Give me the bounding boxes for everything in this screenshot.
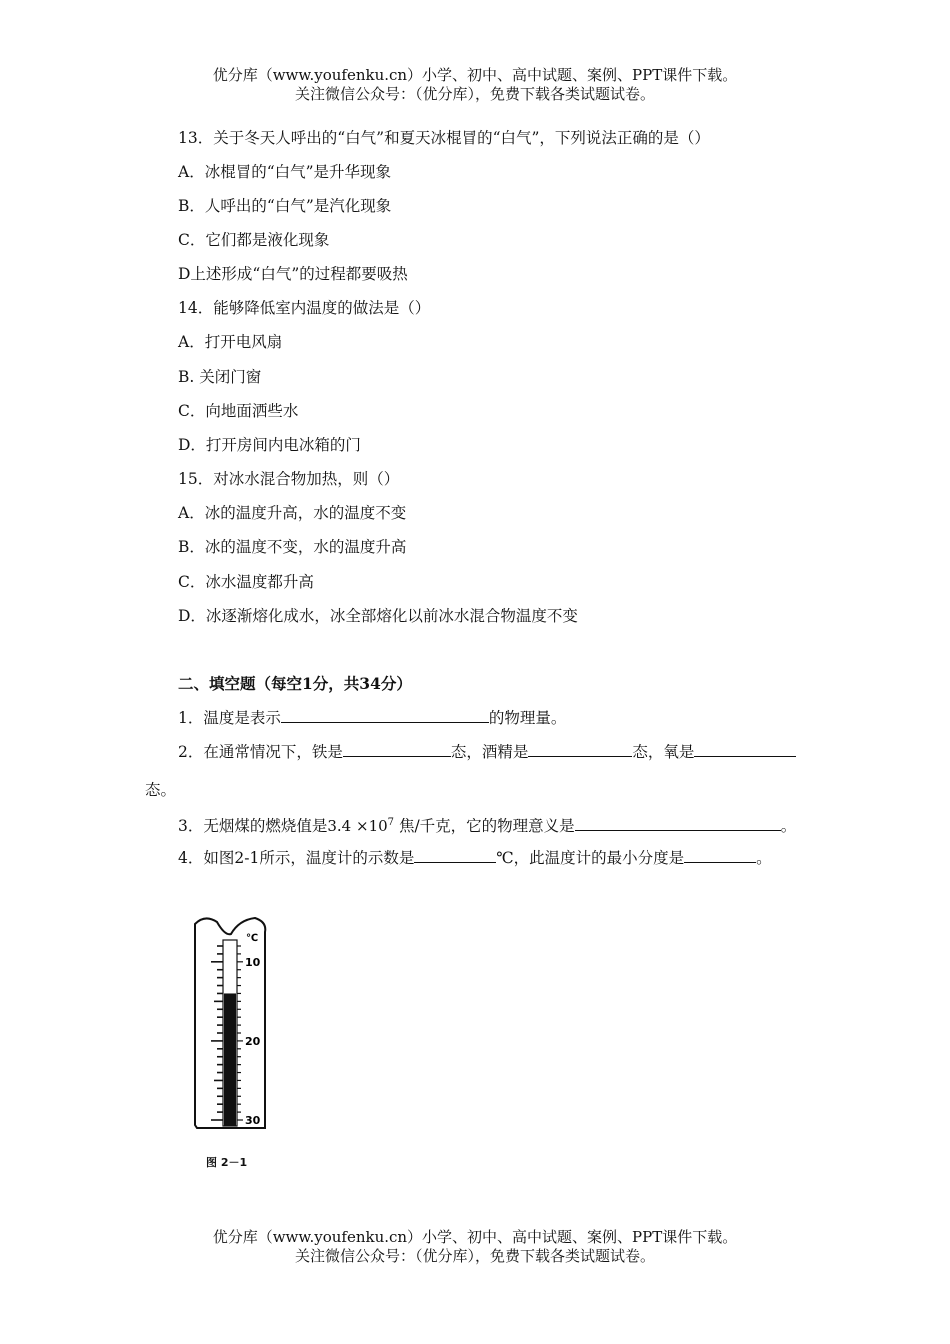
fill-q2-blank-1[interactable] [343, 742, 451, 757]
fill-q2-mid1: 态，酒精是 [450, 743, 529, 761]
thermometer-unit-label: ℃ [246, 933, 259, 944]
footer-line-2: 关注微信公众号：（优分库），免费下载各类试题试卷。 [294, 1247, 655, 1265]
question-14-option-c: C．向地面洒些水 [178, 402, 299, 420]
question-14-stem: 14．能够降低室内温度的做法是（） [178, 299, 431, 317]
fill-question-2 [178, 742, 796, 762]
question-15-option-b: B．冰的温度不变，水的温度升高 [178, 538, 407, 556]
fill-q1-pre: 1．温度是表示 [178, 709, 281, 727]
question-14-option-b: B. 关闭门窗 [178, 368, 262, 386]
fill-q2-pre: 2．在通常情况下，铁是 [178, 743, 343, 761]
fill-q1-post: 的物理量。 [488, 709, 567, 727]
question-15-option-d: D．冰逐渐熔化成水，冰全部熔化以前冰水混合物温度不变 [178, 607, 578, 625]
footer-line-1: 优分库（www.youfenku.cn）小学、初中、高中试题、案例、PPT课件下载。 [212, 1228, 738, 1246]
page-header [0, 66, 950, 104]
question-14-option-a: A．打开电风扇 [178, 333, 283, 351]
question-15-option-a: A．冰的温度升高，水的温度不变 [178, 504, 407, 522]
fill-q1-blank[interactable] [281, 708, 489, 723]
fill-q2-blank-2[interactable] [528, 742, 632, 757]
fill-question-4 [178, 848, 772, 868]
fill-q3-blank[interactable] [575, 816, 781, 831]
fill-question-3 [178, 813, 796, 836]
question-13-option-d: D上述形成“白气”的过程都要吸热 [178, 265, 408, 283]
fill-question-1 [178, 708, 566, 728]
fill-q4-post: 。 [756, 849, 772, 867]
thermometer-scale-label-30: 30 [245, 1114, 261, 1127]
header-line-2: 关注微信公众号：（优分库），免费下载各类试题试卷。 [294, 85, 655, 103]
fill-q2-blank-3[interactable] [694, 742, 796, 757]
fill-q2-continuation: 态。 [145, 781, 177, 799]
question-13-option-b: B．人呼出的“白气”是汽化现象 [178, 197, 392, 215]
thermometer-scale-label-20: 20 [245, 1034, 261, 1048]
question-13-stem: 13．关于冬天人呼出的“白气”和夏天冰棍冒的“白气”，下列说法正确的是（） [178, 129, 710, 147]
fill-q4-blank-2[interactable] [684, 848, 756, 863]
thermometer-figure [185, 910, 285, 1140]
fill-q4-pre: 4．如图2-1所示，温度计的示数是 [178, 849, 415, 867]
page-footer [0, 1228, 950, 1266]
figure-caption: 图 2－1 [206, 1156, 248, 1169]
fill-q4-blank-1[interactable] [414, 848, 496, 863]
fill-q3-mid: 焦/千克，它的物理意义是 [394, 817, 575, 836]
fill-q2-mid2: 态，氧是 [632, 743, 695, 761]
question-13-option-a: A．冰棍冒的“白气”是升华现象 [178, 163, 392, 181]
fill-q3-pre: 3．无烟煤的燃烧值是 [178, 817, 328, 836]
question-14-option-d: D．打开房间内电冰箱的门 [178, 436, 361, 454]
thermometer-mercury-column [224, 993, 236, 1126]
fill-q3-sci-base: 3.4 ×10 [327, 817, 388, 836]
question-15-stem: 15．对冰水混合物加热，则（） [178, 470, 400, 488]
question-13-option-c: C．它们都是液化现象 [178, 231, 330, 249]
fill-q3-post: 。 [780, 817, 797, 836]
question-15-option-c: C．冰水温度都升高 [178, 573, 314, 591]
fill-q4-mid: ℃，此温度计的最小分度是 [496, 849, 685, 867]
fill-q3-sci-exp: 7 [387, 817, 395, 828]
section-2-title: 二、填空题（每空1分，共34分） [178, 674, 412, 693]
header-line-1: 优分库（www.youfenku.cn）小学、初中、高中试题、案例、PPT课件下载。 [212, 66, 738, 84]
thermometer-scale-label-10: 10 [245, 955, 261, 969]
